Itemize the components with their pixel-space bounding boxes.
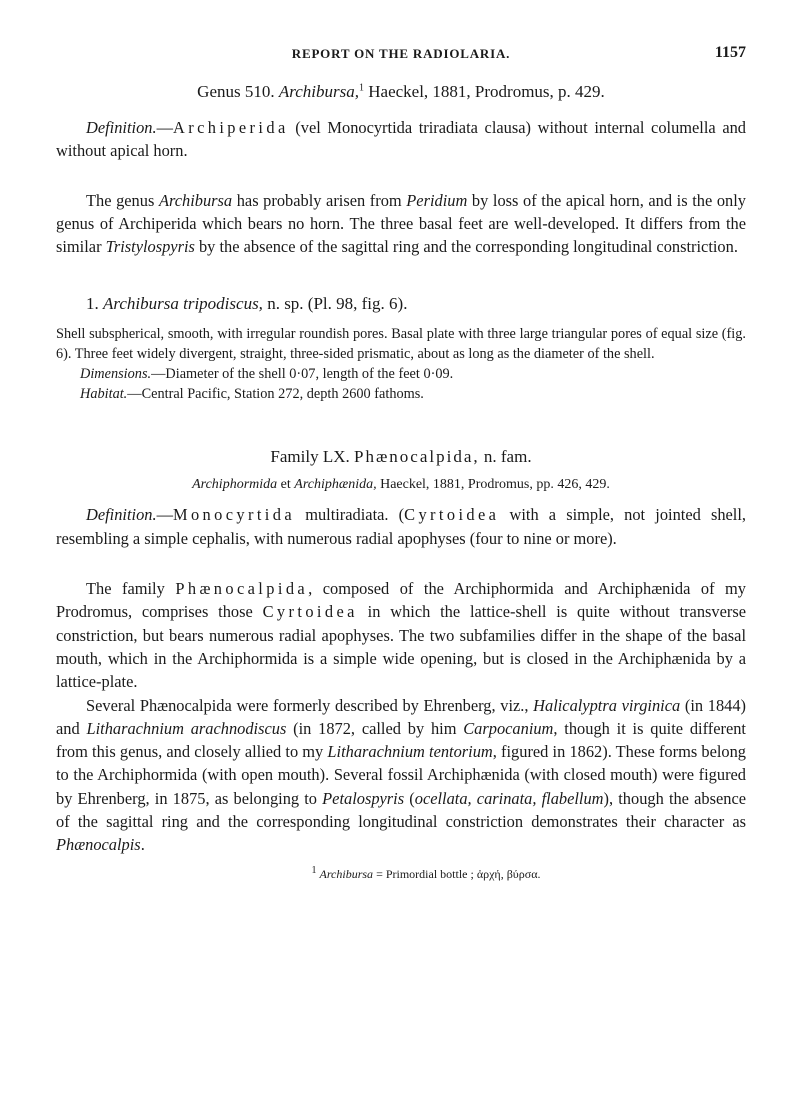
- definition-dash: —: [156, 505, 173, 525]
- taxon-name: Litharachnium tentorium: [327, 742, 493, 762]
- species-habitat: [56, 384, 746, 404]
- taxon-name: Phænocalpis: [56, 835, 141, 855]
- text-run: , composed of the Archiphormida and Archiphænida of my Prodromus, comprises those: [56, 579, 746, 622]
- definition-term-order: Cyrtoidea: [404, 505, 500, 525]
- synonym-name: Archiphænida,: [294, 477, 377, 493]
- text-run: by loss of the apical horn, and is the only genus of Archiperida which bears no horn. The three basal feet are well-developed. It differs from the similar: [56, 190, 746, 257]
- text-run: by the absence of the sagittal ring and the corresponding longitudinal constriction.: [194, 237, 738, 257]
- family-definition: [56, 503, 746, 550]
- document-page: [0, 46, 800, 1096]
- species-dimensions: [56, 364, 746, 384]
- text-run: in which the lattice-shell is quite without transverse constriction, but bears numerous radial apophyses. The two subfamilies differ in the shape of the basal mouth, which in the Archiphormida is a simple wide opening, but is closed in the Archiphænida by a lattice-plate.: [56, 602, 746, 692]
- definition-label: Definition.: [86, 118, 157, 137]
- text-run: .: [140, 835, 145, 855]
- dimensions-text: —Diameter of the shell 0·07, length of the feet 0·09.: [151, 366, 454, 383]
- page-number: 1157: [714, 44, 746, 61]
- taxon-name: Litharachnium arachnodiscus: [86, 718, 287, 738]
- synonym-name: Archiphormida: [192, 477, 278, 493]
- genus-reference: Tristylospyris: [105, 237, 195, 257]
- family-synonymy: [56, 477, 746, 493]
- definition-term: Archiperida: [172, 118, 289, 137]
- species-number: 1.: [86, 294, 99, 314]
- definition-term: Monocyrtida: [172, 505, 296, 525]
- synonym-joiner: et: [277, 477, 295, 493]
- species-suffix: n. sp. (Pl. 98, fig. 6).: [267, 294, 408, 314]
- running-header: [56, 46, 746, 66]
- footnote-term: Archibursa: [319, 866, 374, 881]
- footnote-reference: 1: [359, 82, 364, 94]
- habitat-label: Habitat.: [80, 386, 128, 403]
- text-run: has probably arisen from: [232, 190, 407, 210]
- text-run: (in 1872, called by him: [286, 718, 464, 738]
- taxon-name: Halicalyptra virginica: [533, 695, 681, 715]
- taxon-name: Petalospyris: [322, 788, 405, 808]
- genus-introduction: [56, 189, 746, 259]
- genus-heading: [56, 82, 746, 102]
- family-name: Phænocalpida,: [354, 447, 480, 467]
- text-run: ), though the absence of the sagittal ring and the corresponding longitudinal constriction demonstrates their character as: [56, 788, 746, 832]
- text-run: Several Phænocalpida were formerly described by Ehrenberg, viz.,: [86, 695, 534, 715]
- species-description: Shell subspherical, smooth, with irregular roundish pores. Basal plate with three large triangular pores of equal size (fig. 6). Three feet widely divergent, straight, three-sided prismatic, about as long as the diameter of the shell.: [56, 326, 746, 363]
- footnote-text: = Primordial bottle ; ἀρχή, βύρσα.: [373, 866, 541, 881]
- definition-dash: —: [156, 118, 173, 137]
- text-run: (in 1844) and: [56, 695, 746, 738]
- genus-reference: Archibursa: [158, 190, 233, 210]
- text-run: (: [404, 788, 415, 808]
- footnote-mark: 1: [311, 864, 317, 876]
- family-suffix: n. fam.: [483, 447, 532, 467]
- family-paragraph-2: [56, 694, 746, 857]
- taxon-name: ocellata, carinata, flabellum: [414, 788, 604, 808]
- family-name-inline: Phænocalpida: [175, 579, 309, 599]
- synonym-citation: Haeckel, 1881, Prodromus, pp. 426, 429.: [380, 477, 610, 493]
- order-name-inline: Cyrtoidea: [262, 602, 358, 622]
- dimensions-label: Dimensions.: [80, 366, 152, 383]
- definition-label: Definition.: [86, 505, 157, 525]
- genus-citation: Haeckel, 1881, Prodromus, p. 429.: [368, 82, 605, 101]
- habitat-text: —Central Pacific, Station 272, depth 2600 fathoms.: [127, 386, 424, 403]
- text-run: The family: [86, 579, 176, 599]
- genus-name: Archibursa,: [278, 82, 359, 101]
- running-title: REPORT ON THE RADIOLARIA.: [291, 46, 511, 61]
- taxon-name: Carpocanium: [463, 718, 554, 738]
- family-paragraph-1: [56, 577, 746, 693]
- definition-term-suffix: multiradiata. (: [295, 505, 405, 525]
- species-heading: [56, 294, 746, 314]
- species-name: Archibursa tripodiscus,: [103, 294, 263, 314]
- definition-text: with a simple, not jointed shell, resembling a simple cephalis, with numerous radial apophyses (four to nine or more).: [56, 505, 746, 548]
- text-run: The genus: [86, 190, 159, 210]
- family-heading: [56, 447, 746, 467]
- footnote: [56, 864, 746, 882]
- genus-label: Genus 510.: [197, 82, 275, 101]
- definition-text: (vel Monocyrtida triradiata clausa) without internal columella and without apical horn.: [56, 118, 746, 161]
- text-run: , though it is quite different from this genus, and closely allied to my: [56, 718, 746, 762]
- genus-reference: Peridium: [406, 190, 468, 210]
- family-label: Family LX.: [270, 447, 350, 467]
- genus-definition: [56, 116, 746, 163]
- text-run: , figured in 1862). These forms belong to the Archiphormida (with open mouth). Several fossil Archiphænida (with closed mouth) were figured by Ehrenberg, in 1875, as belonging to: [56, 742, 746, 808]
